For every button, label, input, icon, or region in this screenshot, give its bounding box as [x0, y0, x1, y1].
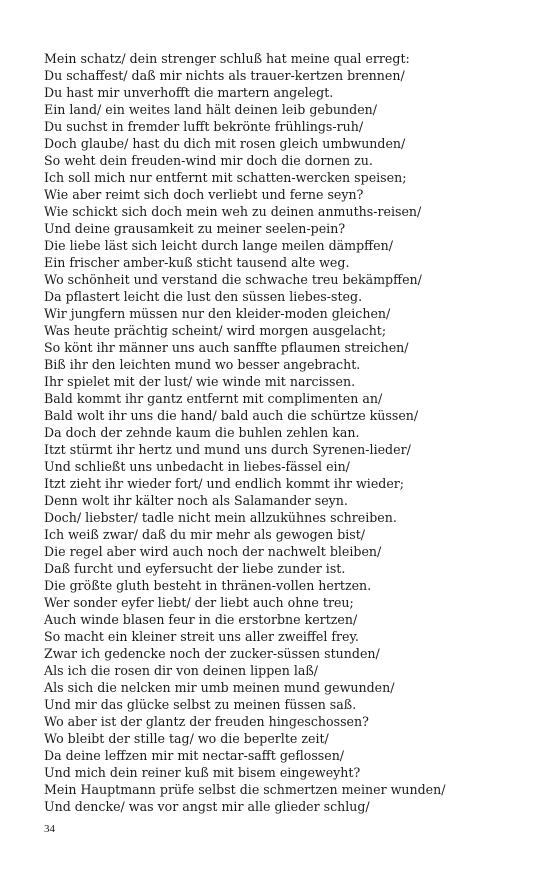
- poem-line: Da deine leffzen mir mit nectar-safft geflossen/: [44, 748, 345, 763]
- poem-line: Und deine grausamkeit zu meiner seelen-pein?: [44, 221, 346, 236]
- poem-text: [44, 50, 524, 815]
- poem-line: Und mir das glücke selbst zu meinen füssen saß.: [44, 697, 357, 712]
- poem-line: Ein land/ ein weites land hält deinen leib gebunden/: [44, 102, 378, 117]
- poem-line: Und mich dein reiner kuß mit bisem eingeweyht?: [44, 765, 361, 780]
- poem-line: Mein Hauptmann prüfe selbst die schmertzen meiner wunden/: [44, 782, 446, 797]
- poem-line: Wo bleibt der stille tag/ wo die beperlte zeit/: [44, 731, 329, 746]
- poem-line: Ich weiß zwar/ daß du mir mehr als gewogen bist/: [44, 527, 366, 542]
- poem-line: Und dencke/ was vor angst mir alle glieder schlug/: [44, 799, 370, 814]
- poem-line: Wo schönheit und verstand die schwache treu bekämpffen/: [44, 272, 422, 287]
- poem-line: Itzt zieht ihr wieder fort/ und endlich kommt ihr wieder;: [44, 476, 405, 491]
- poem-line: So weht dein freuden-wind mir doch die dornen zu.: [44, 153, 373, 168]
- poem-line: Mein schatz/ dein strenger schluß hat meine qual erregt:: [44, 51, 410, 66]
- poem-line: Doch glaube/ hast du dich mit rosen gleich umbwunden/: [44, 136, 406, 151]
- poem-line: Wie aber reimt sich doch verliebt und ferne seyn?: [44, 187, 364, 202]
- poem-line: Doch/ liebster/ tadle nicht mein allzukühnes schreiben.: [44, 510, 397, 525]
- poem-line: Als sich die nelcken mir umb meinen mund gewunden/: [44, 680, 395, 695]
- poem-line: Zwar ich gedencke noch der zucker-süssen stunden/: [44, 646, 380, 661]
- poem-line: Du suchst in fremder lufft bekrönte frühlings-ruh/: [44, 119, 364, 134]
- poem-line: Itzt stürmt ihr hertz und mund uns durch Syrenen-lieder/: [44, 442, 411, 457]
- poem-line: Was heute prächtig scheint/ wird morgen ausgelacht;: [44, 323, 387, 338]
- poem-line: Und schließt uns unbedacht in liebes-fässel ein/: [44, 459, 350, 474]
- poem-line: Biß ihr den leichten mund wo besser angebracht.: [44, 357, 361, 372]
- poem-line: Daß furcht und eyfersucht der liebe zunder ist.: [44, 561, 346, 576]
- poem-line: Wir jungfern müssen nur den kleider-moden gleichen/: [44, 306, 391, 321]
- poem-line: Bald kommt ihr gantz entfernt mit complimenten an/: [44, 391, 383, 406]
- poem-line: Als ich die rosen dir von deinen lippen laß/: [44, 663, 319, 678]
- poem-line: Die liebe läst sich leicht durch lange meilen dämpffen/: [44, 238, 393, 253]
- page-number: 34: [44, 823, 55, 835]
- poem-line: Auch winde blasen feur in die erstorbne kertzen/: [44, 612, 358, 627]
- poem-line: So macht ein kleiner streit uns aller zweiffel frey.: [44, 629, 359, 644]
- poem-line: Die regel aber wird auch noch der nachwelt bleiben/: [44, 544, 382, 559]
- poem-line: Da pflastert leicht die lust den süssen liebes-steg.: [44, 289, 363, 304]
- poem-line: So könt ihr männer uns auch sanffte pflaumen streichen/: [44, 340, 409, 355]
- poem-line: Ich soll mich nur entfernt mit schatten-wercken speisen;: [44, 170, 407, 185]
- poem-line: Die größte gluth besteht in thränen-vollen hertzen.: [44, 578, 372, 593]
- poem-line: Wie schickt sich doch mein weh zu deinen anmuths-reisen/: [44, 204, 422, 219]
- poem-line: Du hast mir unverhofft die martern angelegt.: [44, 85, 334, 100]
- poem-line: Bald wolt ihr uns die hand/ bald auch die schürtze küssen/: [44, 408, 419, 423]
- poem-line: Ein frischer amber-kuß sticht tausend alte weg.: [44, 255, 350, 270]
- poem-line: Wo aber ist der glantz der freuden hingeschossen?: [44, 714, 369, 729]
- poem-line: Da doch der zehnde kaum die buhlen zehlen kan.: [44, 425, 360, 440]
- poem-line: Wer sonder eyfer liebt/ der liebt auch ohne treu;: [44, 595, 354, 610]
- poem-line: Denn wolt ihr kälter noch als Salamander seyn.: [44, 493, 348, 508]
- poem-line: Ihr spielet mit der lust/ wie winde mit narcissen.: [44, 374, 356, 389]
- poem-line: Du schaffest/ daß mir nichts als trauer-kertzen brennen/: [44, 68, 405, 83]
